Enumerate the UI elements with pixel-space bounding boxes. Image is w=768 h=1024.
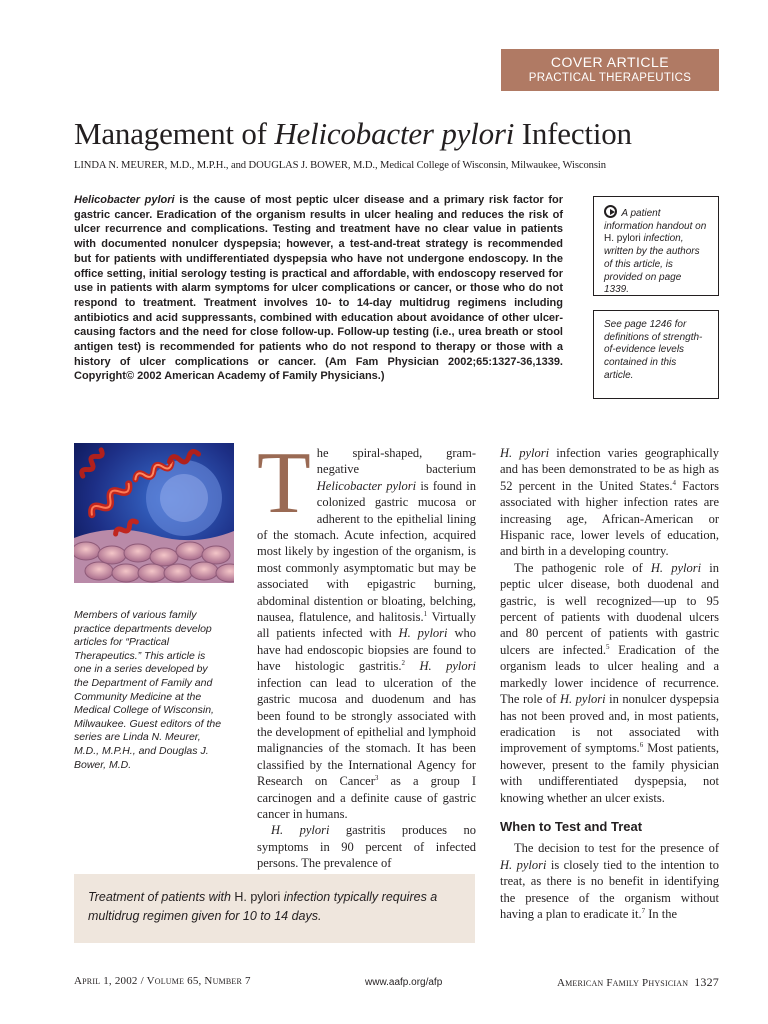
text-run: Eradication of the organism leads to ulcer healing and a markedly lower incidence of recurrence. The role of [500, 642, 720, 707]
body-column-1 [257, 435, 477, 872]
title-text-end: Infection [514, 116, 632, 151]
text-run: In the [645, 906, 678, 921]
citation: 7 [641, 906, 646, 915]
cover-article-label: COVER ARTICLE [550, 54, 670, 70]
cover-article-tag [501, 49, 719, 91]
pull-quote-text: Treatment of patients with [88, 890, 235, 904]
organism-name: H. pylori [650, 560, 702, 575]
citation: 6 [639, 741, 644, 750]
text-run: he spiral-shaped, gram-negative bacterium [316, 446, 476, 477]
intro-paragraph [257, 435, 477, 822]
citation: 3 [374, 774, 379, 783]
text-run: who have had endoscopic biopsies are found to have histologic gastritis. [257, 626, 476, 674]
citation: 2 [401, 659, 406, 668]
handout-organism: H. pylori [604, 233, 641, 245]
organism-name: H. pylori [500, 446, 550, 460]
drop-cap: T [257, 435, 311, 532]
text-run: Factors associated with higher infection rates are increasing age, African-American or Hispanic race, lower levels of education, and birth in a developing country. [500, 478, 719, 559]
citation: 5 [605, 642, 610, 651]
abstract-body: is the cause of most peptic ulcer disease and a primary risk factor for gastric cancer. Eradication of the organism results in ulcer healing and reduces the risk of ulcer recurrence and complications. Testing and treatment have no clear value in patients with documented nonulcer dyspepsia; however, a test-and-treat strategy is recommended but for patients with undifferentiated dyspepsia who have not undergone endoscopy. In the office setting, initial serology testing is practical and affordable, with endoscopy reserved for use in patients with alarm symptoms for ulcer complications or cancer, or those who do not respond to treatment. Treatment involves 10- to 14-day multidrug regimens including antibiotics and acid suppressants, combined with education about avoidance of other ulcer-causing factors and the need for close follow-up. Follow-up testing (i.e., urea breath or stool antigen test) is recommended for patients who do not respond to therapy or those with a history of ulcer complications or cancer. (Am Fam Physician 2002;65:1327-36,1339. Copyright© 2002 American Academy of Family Physicians.) [74, 194, 563, 383]
pull-quote-organism: H. pylori [234, 890, 281, 904]
text-run: infection can lead to ulceration of the gastric mucosa and duodenum and has been found to be strongly associated with the development of epithelial and lymphoid malignancies of the stomach. It has been classified by the International Agency for Research on Cancer [257, 675, 476, 789]
organism-name: H. pylori [500, 857, 547, 872]
article-title [74, 116, 632, 152]
body-column-2 [500, 445, 719, 922]
citation: 4 [672, 478, 676, 487]
text-run: is found in colonized gastric mucosa or adherent to the epithelial lining of the stomach. Acute infection, acquired most likely by ingestion of the organism, is most commonly asymptomatic but may be associated with epigastric burning, abdominal distention or bloating, belching, nausea, flatulence, and halitosis. [257, 478, 476, 625]
text-run: in nonulcer dyspepsia has not been proved and, in most patients, eradication is not associated with improvement of symptoms. [500, 692, 719, 756]
text-run: as a group I carcinogen and a definite cause of gastric cancer in humans. [257, 774, 476, 821]
title-organism: Helicobacter pylori [274, 116, 515, 151]
section-heading: When to Test and Treat [500, 818, 643, 834]
organism-name: H. pylori [419, 659, 476, 674]
journal-name: American Family Physician [556, 977, 689, 989]
journal-url[interactable]: www.aafp.org/afp [365, 977, 443, 988]
handout-text-end: infection, written by the authors of this article, is provided on page 1339. [604, 233, 700, 296]
abstract-lead: Helicobacter pylori [74, 194, 175, 206]
handout-text: A patient information handout on [604, 208, 707, 232]
text-run [405, 659, 419, 673]
title-text: Management of [74, 116, 275, 151]
text-run: The pathogenic role of [514, 560, 651, 575]
text-run: Virtually all patients infected with [257, 610, 477, 641]
evidence-levels-box: See page 1246 for definitions of strength-of-evidence levels contained in this article. [593, 310, 719, 399]
patient-handout-box [593, 196, 719, 296]
bacteria-illustration [74, 443, 234, 583]
prevalence-paragraph [257, 822, 476, 871]
pull-quote-text-end: infection typically requires a multidrug regimen given for 10 to 14 days. [88, 890, 438, 923]
organism-name: Helicobacter pylori [316, 478, 417, 493]
author-byline: LINDA N. MEURER, M.D., M.P.H., and DOUGLAS J. BOWER, M.D., Medical College of Wisconsin, Milwaukee, Wisconsin [74, 160, 606, 171]
text-run: Most patients, however, present to the family physician with undifferentiated dyspepsia, not knowing whether an ulcer exists. [500, 741, 719, 805]
test-treat-paragraph [500, 840, 719, 922]
journal-footer [557, 975, 719, 990]
section-label: PRACTICAL THERAPEUTICS [528, 72, 692, 84]
citation: 1 [423, 610, 428, 619]
text-run: in peptic ulcer disease, both duodenal and gastric, is well recognized—up to 95 percent of patients with duodenal ulcers and 80 percent of patients with gastric ulcers are infected. [500, 560, 719, 657]
text-run: is closely tied to the intention to treat, as there is no benefit in identifying the presence of the organism without having a plan to eradicate it. [500, 857, 719, 921]
page-number: 1327 [694, 975, 719, 989]
organism-name: H. pylori [559, 692, 606, 707]
arrow-circle-icon [604, 205, 617, 218]
text-run: infection varies geographically and has been demonstrated to be as high as 52 percent in the United States. [500, 446, 719, 493]
text-run: The decision to test for the presence of [514, 841, 719, 856]
issue-info: April 1, 2002 / Volume 65, Number 7 [74, 975, 251, 987]
abstract [74, 193, 563, 384]
pathogenic-role-paragraph [500, 560, 719, 806]
pull-quote [74, 874, 475, 943]
prevalence-continued [500, 445, 719, 560]
text-run: gastritis produces no symptoms in 90 percent of infected persons. The prevalence of [257, 823, 476, 871]
series-editor-note: Members of various family practice departments develop articles for “Practical Therapeutics.” This article is one in a series developed by the Department of Family and Community Medicine at the Medical College of Wisconsin, Milwaukee. Guest editors of the series are Linda N. Meurer, M.D., M.P.H., and Douglas J. Bower, M.D. [74, 609, 222, 771]
organism-name: H. pylori [271, 823, 330, 838]
organism-name: H. pylori [398, 626, 448, 641]
